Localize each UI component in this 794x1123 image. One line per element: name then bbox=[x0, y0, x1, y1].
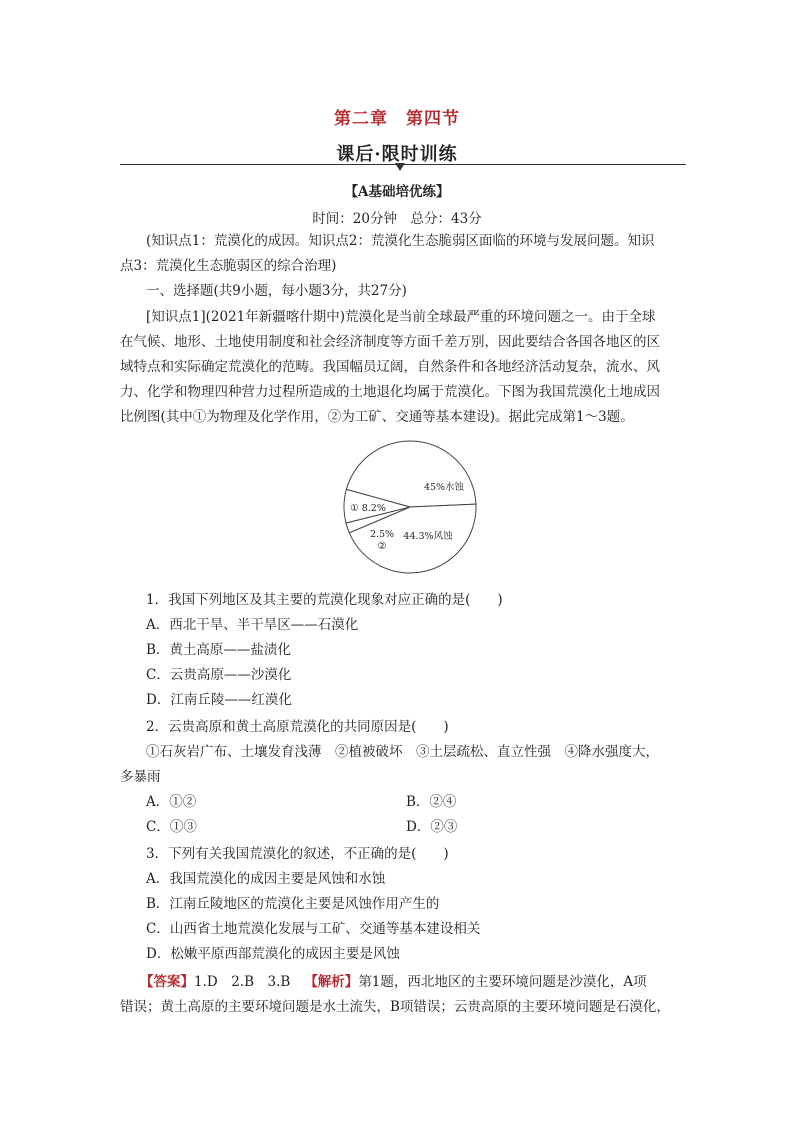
material-line-3: 域特点和实际确定荒漠化的范畴。我国幅员辽阔，自然条件和各地经济活动复杂，流水、风 bbox=[120, 359, 660, 375]
analysis-text-1: 第1题，西北地区的主要环境问题是沙漠化，A项 bbox=[358, 974, 647, 990]
option-d: D．江南丘陵——红漠化 bbox=[146, 692, 292, 708]
pie-slice-label: ① 8.2% bbox=[350, 503, 386, 514]
time-info: 时间：20分钟 总分：43分 bbox=[312, 211, 482, 227]
pie-slice-marker: ② bbox=[377, 541, 387, 552]
pie-slice-label: 2.5% bbox=[369, 529, 395, 540]
material-line-2: 在气候、地形、土地使用制度和社会经济制度等方面千差万别，因此要结合各国各地区的区 bbox=[120, 334, 660, 350]
material-line-4: 力、化学和物理四种营力过程所造成的土地退化均属于荒漠化。下图为我国荒漠化土地成因 bbox=[120, 384, 660, 400]
answer-tag: 【答案】 bbox=[140, 974, 194, 990]
answer-line-1 bbox=[120, 970, 686, 995]
option-b: B．江南丘陵地区的荒漠化主要是风蚀作用产生的 bbox=[146, 896, 440, 912]
knowledge-points bbox=[120, 229, 686, 279]
option-d: D．②③ bbox=[406, 819, 458, 835]
pie-slice-label: 45%水蚀 bbox=[423, 482, 465, 493]
knowledge-line-2: 点3：荒漠化生态脆弱区的综合治理) bbox=[120, 258, 337, 274]
material-line-1: [知识点1](2021年新疆喀什期中)荒漠化是当前全球最严重的环境问题之一。由于全球 bbox=[146, 309, 656, 325]
question-stem: 1．我国下列地区及其主要的荒漠化现象对应正确的是( ) bbox=[146, 592, 503, 608]
answer-values: 1.D 2.B 3.B bbox=[194, 974, 291, 990]
statements-line-2: 多暴雨 bbox=[120, 769, 161, 785]
pie-slice-label: 44.3%风蚀 bbox=[403, 531, 453, 542]
answer-block bbox=[120, 970, 686, 1020]
option-c: C．云贵高原——沙漠化 bbox=[146, 667, 292, 683]
option-d: D．松嫩平原西部荒漠化的成因主要是风蚀 bbox=[146, 946, 400, 962]
page-subtitle: 课后·限时训练 bbox=[336, 144, 458, 165]
question-stem: 2．云贵高原和黄土高原荒漠化的共同原因是( ) bbox=[146, 719, 449, 735]
down-arrow-icon bbox=[395, 163, 405, 171]
material-text bbox=[120, 305, 686, 430]
options-row-1 bbox=[120, 790, 686, 815]
option-c: C．山西省土地荒漠化发展与工矿、交通等基本建设相关 bbox=[146, 921, 481, 937]
question-3 bbox=[120, 842, 686, 967]
chapter-title: 第二章 第四节 bbox=[334, 109, 460, 129]
pie-chart bbox=[340, 436, 480, 578]
option-a: A．西北干旱、半干旱区——石漠化 bbox=[146, 617, 359, 633]
options-row-2 bbox=[120, 815, 686, 840]
question-stem: 3．下列有关我国荒漠化的叙述，不正确的是( ) bbox=[146, 846, 449, 862]
section-heading: 一、选择题(共9小题，每小题3分，共27分) bbox=[146, 283, 407, 299]
statements-line-1: ①石灰岩广布、土壤发育浅薄 ②植被破坏 ③土层疏松、直立性强 ④降水强度大， bbox=[146, 744, 659, 760]
option-b: B．黄土高原——盐渍化 bbox=[146, 642, 291, 658]
question-1 bbox=[120, 588, 686, 713]
analysis-tag: 【解析】 bbox=[304, 974, 359, 990]
option-c: C．①③ bbox=[146, 819, 197, 835]
option-b: B．②④ bbox=[406, 794, 457, 810]
material-line-5: 比例图(其中①为物理及化学作用，②为工矿、交通等基本建设)。据此完成第1～3题。 bbox=[120, 409, 634, 425]
knowledge-line-1: (知识点1：荒漠化的成因。知识点2：荒漠化生态脆弱区面临的环境与发展问题。知识 bbox=[146, 233, 655, 249]
section-tag: 【A基础培优练】 bbox=[344, 184, 450, 200]
option-a: A．我国荒漠化的成因主要是风蚀和水蚀 bbox=[146, 871, 386, 887]
question-2 bbox=[120, 715, 686, 840]
analysis-text-2: 错误；黄土高原的主要环境问题是水土流失，B项错误；云贵高原的主要环境问题是石漠化， bbox=[120, 999, 670, 1015]
option-a: A．①② bbox=[146, 794, 197, 810]
